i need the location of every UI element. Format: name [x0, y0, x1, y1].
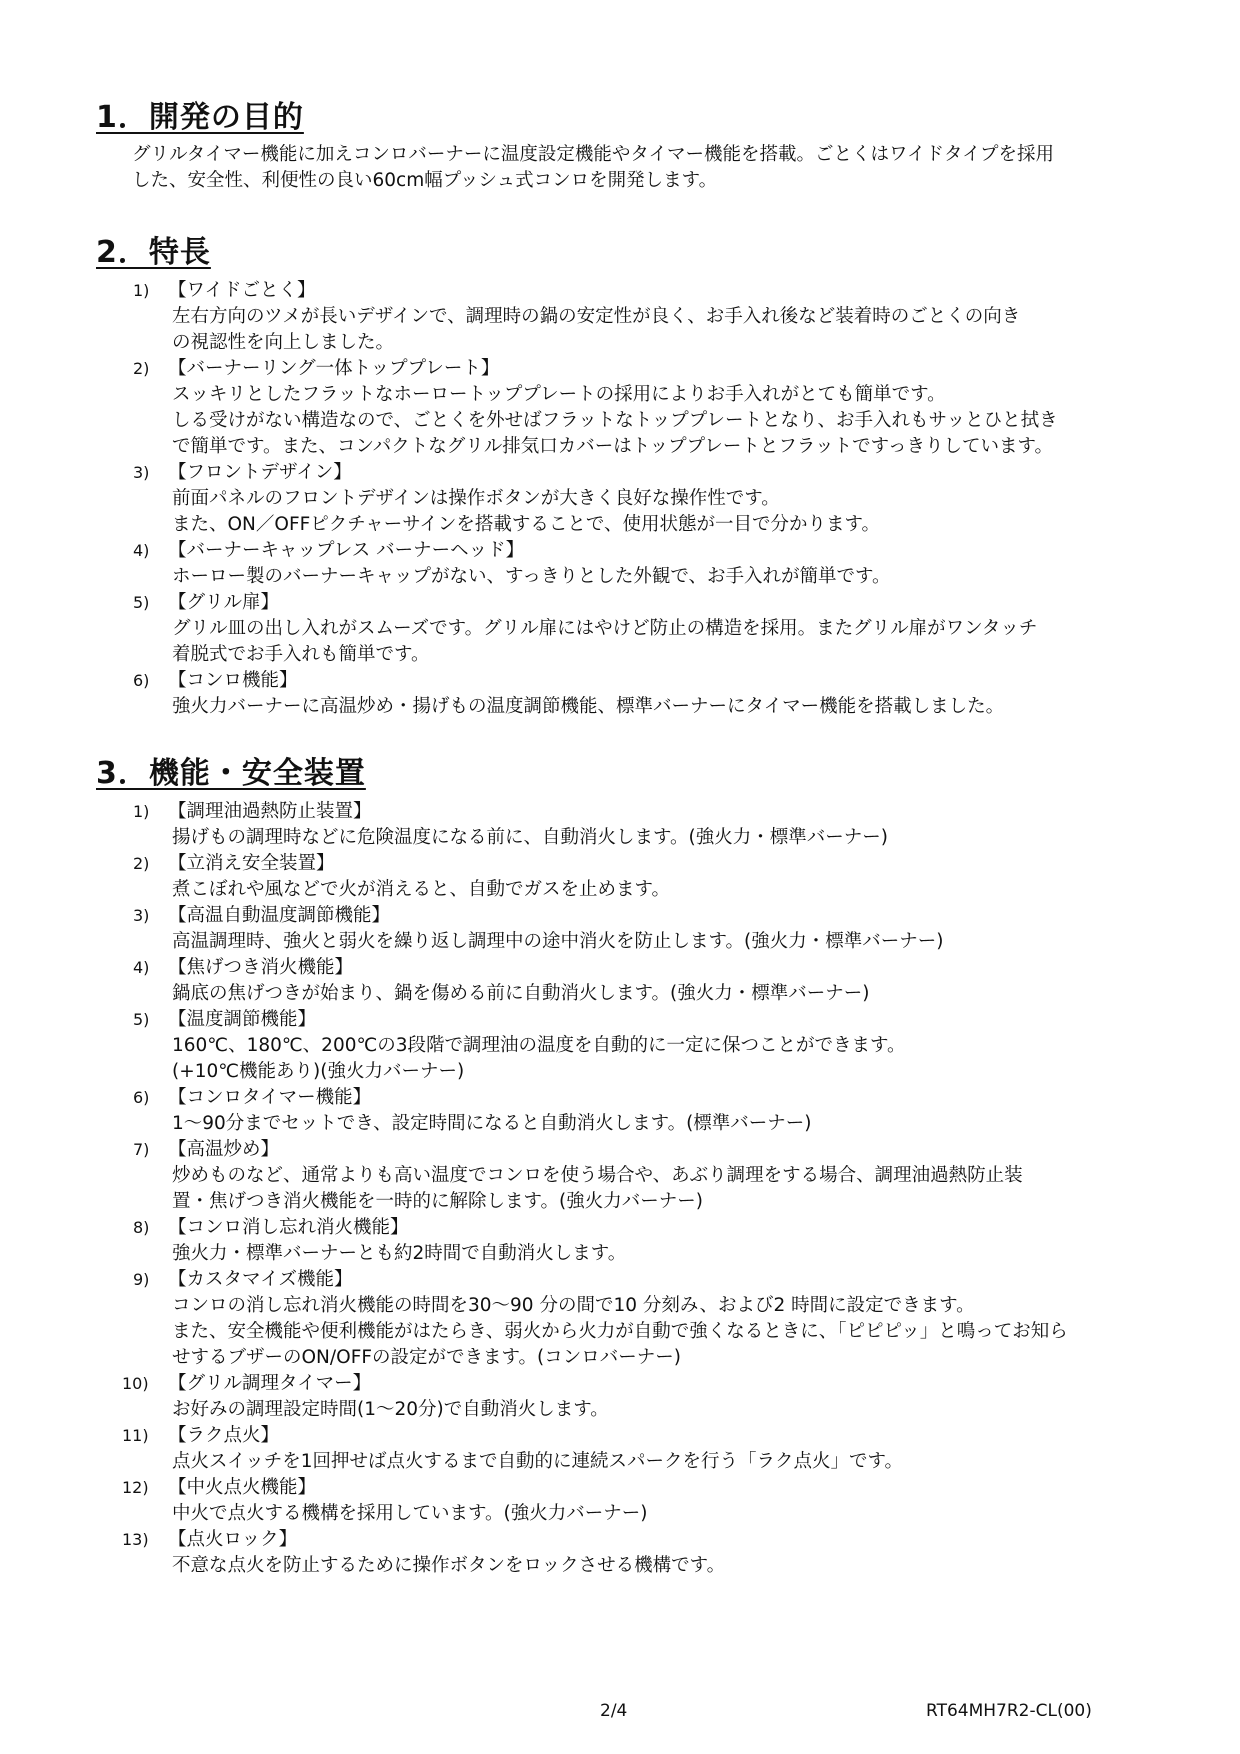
- item-body: [172, 1397, 1192, 1423]
- item-body: [172, 929, 1192, 955]
- item-line: 炒めものなど、通常よりも高い温度でコンロを使う場合や、あぶり調理をする場合、調理油過熱防止装: [172, 1165, 1023, 1186]
- item-number: 6): [133, 1088, 150, 1107]
- item-line: せするブザーのON/OFFの設定ができます。(コンロバーナー): [172, 1347, 681, 1368]
- item-title: 【コンロ機能】: [168, 670, 298, 691]
- item-line: 高温調理時、強火と弱火を繰り返し調理中の途中消火を防止します。(強火力・標準バーナー): [172, 931, 944, 952]
- item-title: 【温度調節機能】: [168, 1009, 317, 1030]
- item-title: 【コンロ消し忘れ消火機能】: [168, 1217, 409, 1238]
- item-line: 点火スイッチを1回押せば点火するまで自動的に連続スパークを行う「ラク点火」です。: [172, 1451, 904, 1472]
- item-line: 置・焦げつき消火機能を一時的に解除します。(強火力バーナー): [172, 1191, 703, 1212]
- item-number: 4): [133, 958, 150, 977]
- item-line: 1～90分までセットでき、設定時間になると自動消火します。(標準バーナー): [172, 1113, 812, 1134]
- item-number: 11): [122, 1426, 149, 1445]
- item-line: 強火力・標準バーナーとも約2時間で自動消火します。: [172, 1243, 627, 1264]
- item-line: の視認性を向上しました。: [172, 332, 395, 353]
- item-number: 12): [122, 1478, 149, 1497]
- item-title: 【焦げつき消火機能】: [168, 957, 354, 978]
- item-body: [172, 1449, 1192, 1475]
- item-title: 【ワイドごとく】: [168, 280, 316, 301]
- item-number: 5): [133, 593, 150, 612]
- item-line: 着脱式でお手入れも簡単です。: [172, 644, 430, 665]
- item-title: 【点火ロック】: [168, 1529, 298, 1550]
- item-body: [172, 694, 1192, 720]
- paragraph-line: グリルタイマー機能に加えコンロバーナーに温度設定機能やタイマー機能を搭載。ごとくはワイドタイプを採用: [132, 144, 1055, 165]
- item-line: また、安全機能や便利機能がはたらき、弱火から火力が自動で強くなるときに、「ピピピッ」と鳴ってお知ら: [172, 1321, 1068, 1342]
- item-number: 9): [133, 1270, 150, 1289]
- item-line: 左右方向のツメが長いデザインで、調理時の鍋の安定性が良く、お手入れ後など装着時のごとくの向き: [172, 306, 1021, 327]
- item-line: しる受けがない構造なので、ごとくを外せばフラットなトッププレートとなり、お手入れもサッとひと拭き: [172, 410, 1058, 431]
- item-title: 【中火点火機能】: [168, 1477, 317, 1498]
- item-body: [172, 1553, 1192, 1579]
- item-body: [172, 981, 1192, 1007]
- item-body: [172, 304, 1192, 356]
- item-body: [172, 382, 1192, 460]
- item-line: 強火力バーナーに高温炒め・揚げもの温度調節機能、標準バーナーにタイマー機能を搭載しました。: [172, 696, 1005, 717]
- item-body: [172, 1163, 1192, 1215]
- item-body: [172, 877, 1192, 903]
- item-line: 前面パネルのフロントデザインは操作ボタンが大きく良好な操作性です。: [172, 488, 780, 509]
- item-number: 3): [133, 906, 150, 925]
- item-line: スッキリとしたフラットなホーロートッププレートの採用によりお手入れがとても簡単です。: [172, 384, 946, 405]
- item-number: 3): [133, 463, 150, 482]
- page-number: 2/4: [600, 1701, 628, 1721]
- item-line: コンロの消し忘れ消火機能の時間を30～90 分の間で10 分刻み、および2 時間に設定できます。: [172, 1295, 975, 1316]
- item-line: お好みの調理設定時間(1～20分)で自動消火します。: [172, 1399, 609, 1420]
- item-body: [172, 1033, 1192, 1085]
- item-title: 【調理油過熱防止装置】: [168, 801, 372, 822]
- item-title: 【立消え安全装置】: [168, 853, 335, 874]
- item-body: [172, 486, 1192, 538]
- section-paragraph: [132, 142, 1192, 194]
- item-line: 中火で点火する機構を採用しています。(強火力バーナー): [172, 1503, 648, 1524]
- item-line: 不意な点火を防止するために操作ボタンをロックさせる機構です。: [172, 1555, 726, 1576]
- item-number: 6): [133, 671, 150, 690]
- item-title: 【コンロタイマー機能】: [168, 1087, 372, 1108]
- item-body: [172, 616, 1192, 668]
- document-code: RT64MH7R2-CL(00): [926, 1701, 1092, 1721]
- section-heading: 2．特長: [96, 235, 211, 270]
- item-body: [172, 1501, 1192, 1527]
- item-number: 13): [122, 1530, 149, 1549]
- item-title: 【バーナーキャップレス バーナーヘッド】: [168, 540, 525, 561]
- item-number: 1): [133, 802, 150, 821]
- section-heading: 3．機能・安全装置: [96, 756, 366, 791]
- item-number: 7): [133, 1140, 150, 1159]
- item-line: 160℃、180℃、200℃の3段階で調理油の温度を自動的に一定に保つことができます。: [172, 1035, 906, 1056]
- item-number: 2): [133, 359, 150, 378]
- item-line: 鍋底の焦げつきが始まり、鍋を傷める前に自動消火します。(強火力・標準バーナー): [172, 983, 870, 1004]
- item-body: [172, 1293, 1192, 1371]
- item-line: (+10℃機能あり)(強火力バーナー): [172, 1061, 465, 1082]
- item-line: グリル皿の出し入れがスムーズです。グリル扉にはやけど防止の構造を採用。またグリル扉がワンタッチ: [172, 618, 1038, 639]
- item-number: 8): [133, 1218, 150, 1237]
- item-body: [172, 564, 1192, 590]
- item-title: 【カスタマイズ機能】: [168, 1269, 353, 1290]
- item-number: 5): [133, 1010, 150, 1029]
- section-heading: 1．開発の目的: [96, 100, 304, 135]
- item-line: で簡単です。また、コンパクトなグリル排気口カバーはトッププレートとフラットですっきりしています。: [172, 436, 1053, 457]
- item-title: 【グリル調理タイマー】: [168, 1373, 372, 1394]
- item-number: 1): [133, 281, 150, 300]
- item-body: [172, 1111, 1192, 1137]
- item-title: 【グリル扉】: [168, 592, 280, 613]
- item-number: 2): [133, 854, 150, 873]
- item-body: [172, 1241, 1192, 1267]
- item-number: 4): [133, 541, 150, 560]
- item-line: 揚げもの調理時などに危険温度になる前に、自動消火します。(強火力・標準バーナー): [172, 827, 888, 848]
- item-line: ホーロー製のバーナーキャップがない、すっきりとした外観で、お手入れが簡単です。: [172, 566, 891, 587]
- item-title: 【高温炒め】: [168, 1139, 280, 1160]
- item-title: 【バーナーリング一体トッププレート】: [168, 358, 500, 379]
- item-line: また、ON／OFFピクチャーサインを搭載することで、使用状態が一目で分かります。: [172, 514, 881, 535]
- item-title: 【ラク点火】: [168, 1425, 280, 1446]
- paragraph-line: した、安全性、利便性の良い60cm幅プッシュ式コンロを開発します。: [132, 170, 718, 191]
- item-title: 【フロントデザイン】: [168, 462, 352, 483]
- item-line: 煮こぼれや風などで火が消えると、自動でガスを止めます。: [172, 879, 671, 900]
- item-number: 10): [122, 1374, 149, 1393]
- item-title: 【高温自動温度調節機能】: [168, 905, 391, 926]
- item-body: [172, 825, 1192, 851]
